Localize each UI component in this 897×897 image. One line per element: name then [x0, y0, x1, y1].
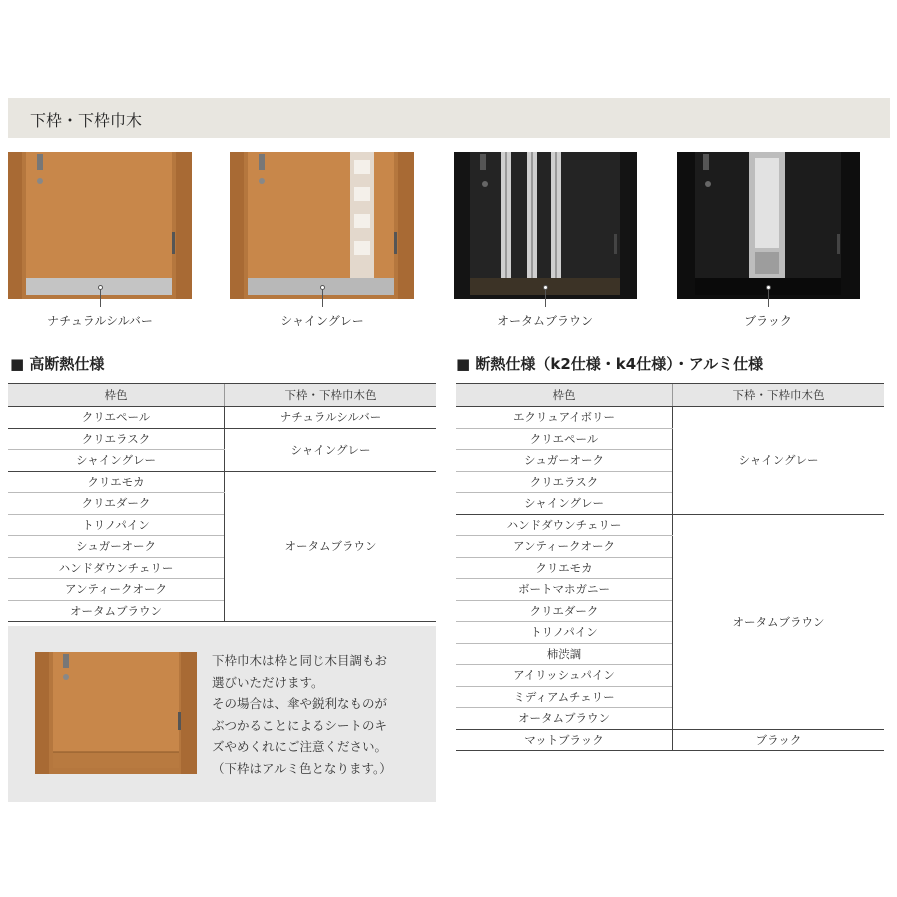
table-header-frame: 枠色 — [456, 384, 673, 407]
frame-cell: クリエモカ — [8, 471, 225, 493]
frame-cell: クリエモカ — [456, 557, 673, 579]
frame-cell: アンティークオーク — [456, 536, 673, 558]
frame-cell: オータムブラウン — [456, 708, 673, 730]
door-image-autumn-brown — [454, 152, 637, 299]
door-label-natural-silver: ナチュラルシルバー — [47, 314, 153, 328]
note-line: その場合は、傘や鋭利なものが — [212, 696, 388, 711]
door-image-shine-grey — [230, 152, 414, 299]
frame-cell: クリエダーク — [456, 600, 673, 622]
table-row — [8, 407, 436, 429]
door-label-autumn-brown: オータムブラウン — [496, 314, 593, 328]
sill-color-cell: オータムブラウン — [673, 514, 885, 729]
pointer-marker — [545, 287, 546, 307]
frame-cell: クリエペール — [456, 428, 673, 450]
table-header-sill-color: 下枠・下枠巾木色 — [673, 384, 885, 407]
left-section-title: ■ 高断熱仕様 — [10, 355, 105, 373]
table-row — [8, 471, 436, 493]
table-row — [8, 428, 436, 450]
frame-cell: クリエペール — [8, 407, 225, 429]
sill-color-cell: ブラック — [673, 729, 885, 751]
table-header-sill-color: 下枠・下枠巾木色 — [225, 384, 437, 407]
note-door-image — [35, 652, 197, 778]
sill-color-cell: ナチュラルシルバー — [225, 407, 437, 429]
right-section-title: ■ 断熱仕様（k2仕様・k4仕様）・アルミ仕様 — [456, 355, 764, 373]
note-line: （下枠はアルミ色となります。） — [212, 760, 392, 776]
frame-cell: シュガーオーク — [456, 450, 673, 472]
door-label-black: ブラック — [744, 314, 792, 328]
frame-cell: ハンドダウンチェリー — [8, 557, 225, 579]
note-line: 選びいただけます。 — [212, 674, 324, 690]
frame-cell: クリエラスク — [8, 428, 225, 450]
note-line: ズやめくれにご注意ください。 — [212, 739, 388, 754]
table-row — [456, 407, 884, 429]
pointer-marker — [100, 287, 101, 307]
section-header — [8, 98, 890, 138]
right-color-table — [456, 383, 884, 751]
table-row — [456, 729, 884, 751]
frame-cell: ハンドダウンチェリー — [456, 514, 673, 536]
note-line: ぶつかることによるシートのキ — [212, 717, 388, 733]
frame-cell: シャイングレー — [456, 493, 673, 515]
sill-color-cell: シャイングレー — [225, 428, 437, 471]
table-row — [456, 514, 884, 536]
frame-cell: オータムブラウン — [8, 600, 225, 622]
frame-cell: アンティークオーク — [8, 579, 225, 601]
pointer-marker — [768, 287, 769, 307]
sill-color-cell: シャイングレー — [673, 407, 885, 515]
section-header-title: 下枠・下枠巾木 — [30, 111, 143, 130]
frame-cell: クリエダーク — [8, 493, 225, 515]
frame-cell: ボートマホガニー — [456, 579, 673, 601]
door-image-natural-silver — [8, 152, 192, 299]
frame-cell: シュガーオーク — [8, 536, 225, 558]
sill-color-cell: オータムブラウン — [225, 471, 437, 622]
frame-cell: ミディアムチェリー — [456, 686, 673, 708]
frame-cell: トリノパイン — [456, 622, 673, 644]
frame-cell: エクリュアイボリー — [456, 407, 673, 429]
frame-cell: アイリッシュパイン — [456, 665, 673, 687]
table-header-frame: 枠色 — [8, 384, 225, 407]
note-text — [212, 650, 422, 779]
door-image-black — [677, 152, 860, 299]
frame-cell: 柿渋調 — [456, 643, 673, 665]
frame-cell: シャイングレー — [8, 450, 225, 472]
note-line: 下枠巾木は枠と同じ木目調もお — [212, 653, 388, 668]
pointer-marker — [322, 287, 323, 307]
left-color-table — [8, 383, 436, 622]
door-label-shine-grey: シャイングレー — [280, 314, 364, 328]
frame-cell: マットブラック — [456, 729, 673, 751]
frame-cell: クリエラスク — [456, 471, 673, 493]
frame-cell: トリノパイン — [8, 514, 225, 536]
